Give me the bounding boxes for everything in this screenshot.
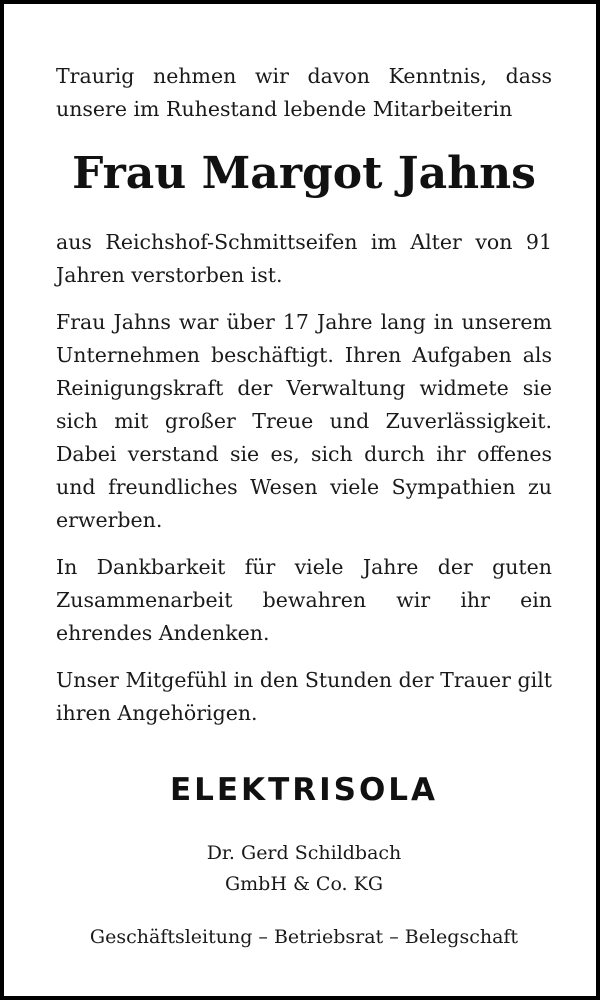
paragraph-gratitude: In Dankbarkeit für viele Jahre der guten Zusammenarbeit bewahren wir ihr ein ehrendes Andenken. xyxy=(56,555,552,645)
paragraph-employment: Frau Jahns war über 17 Jahre lang in unserem Unternehmen beschäftigt. Ihren Aufgaben als Reinigungskraft der Verwaltung widmete sie sich mit großer Treue und Zuverlässigkeit. Dabei verstand sie es, sich durch ihr offenes und freundliches Wesen viele Sympathien zu erwerben. xyxy=(56,310,552,532)
intro-text: Traurig nehmen wir davon Kenntnis, dass unsere im Ruhestand lebende Mitarbeiterin xyxy=(56,64,552,121)
deceased-name: Frau Margot Jahns xyxy=(72,148,536,199)
company-name-line-1: Dr. Gerd Schildbach xyxy=(206,842,402,864)
paragraph-condolence: Unser Mitgefühl in den Stunden der Trauer gilt ihren Angehörigen. xyxy=(56,668,552,725)
company-name-line-2: GmbH & Co. KG xyxy=(224,873,383,895)
signatories: Geschäftsleitung – Betriebsrat – Belegschaft xyxy=(89,926,519,948)
notice-content xyxy=(56,60,552,952)
paragraph-origin: aus Reichshof-Schmittseifen im Alter von 91 Jahren verstorben ist. xyxy=(56,230,552,287)
company-logo: ELEKTRISOLA xyxy=(169,772,439,808)
company-name xyxy=(56,838,552,900)
